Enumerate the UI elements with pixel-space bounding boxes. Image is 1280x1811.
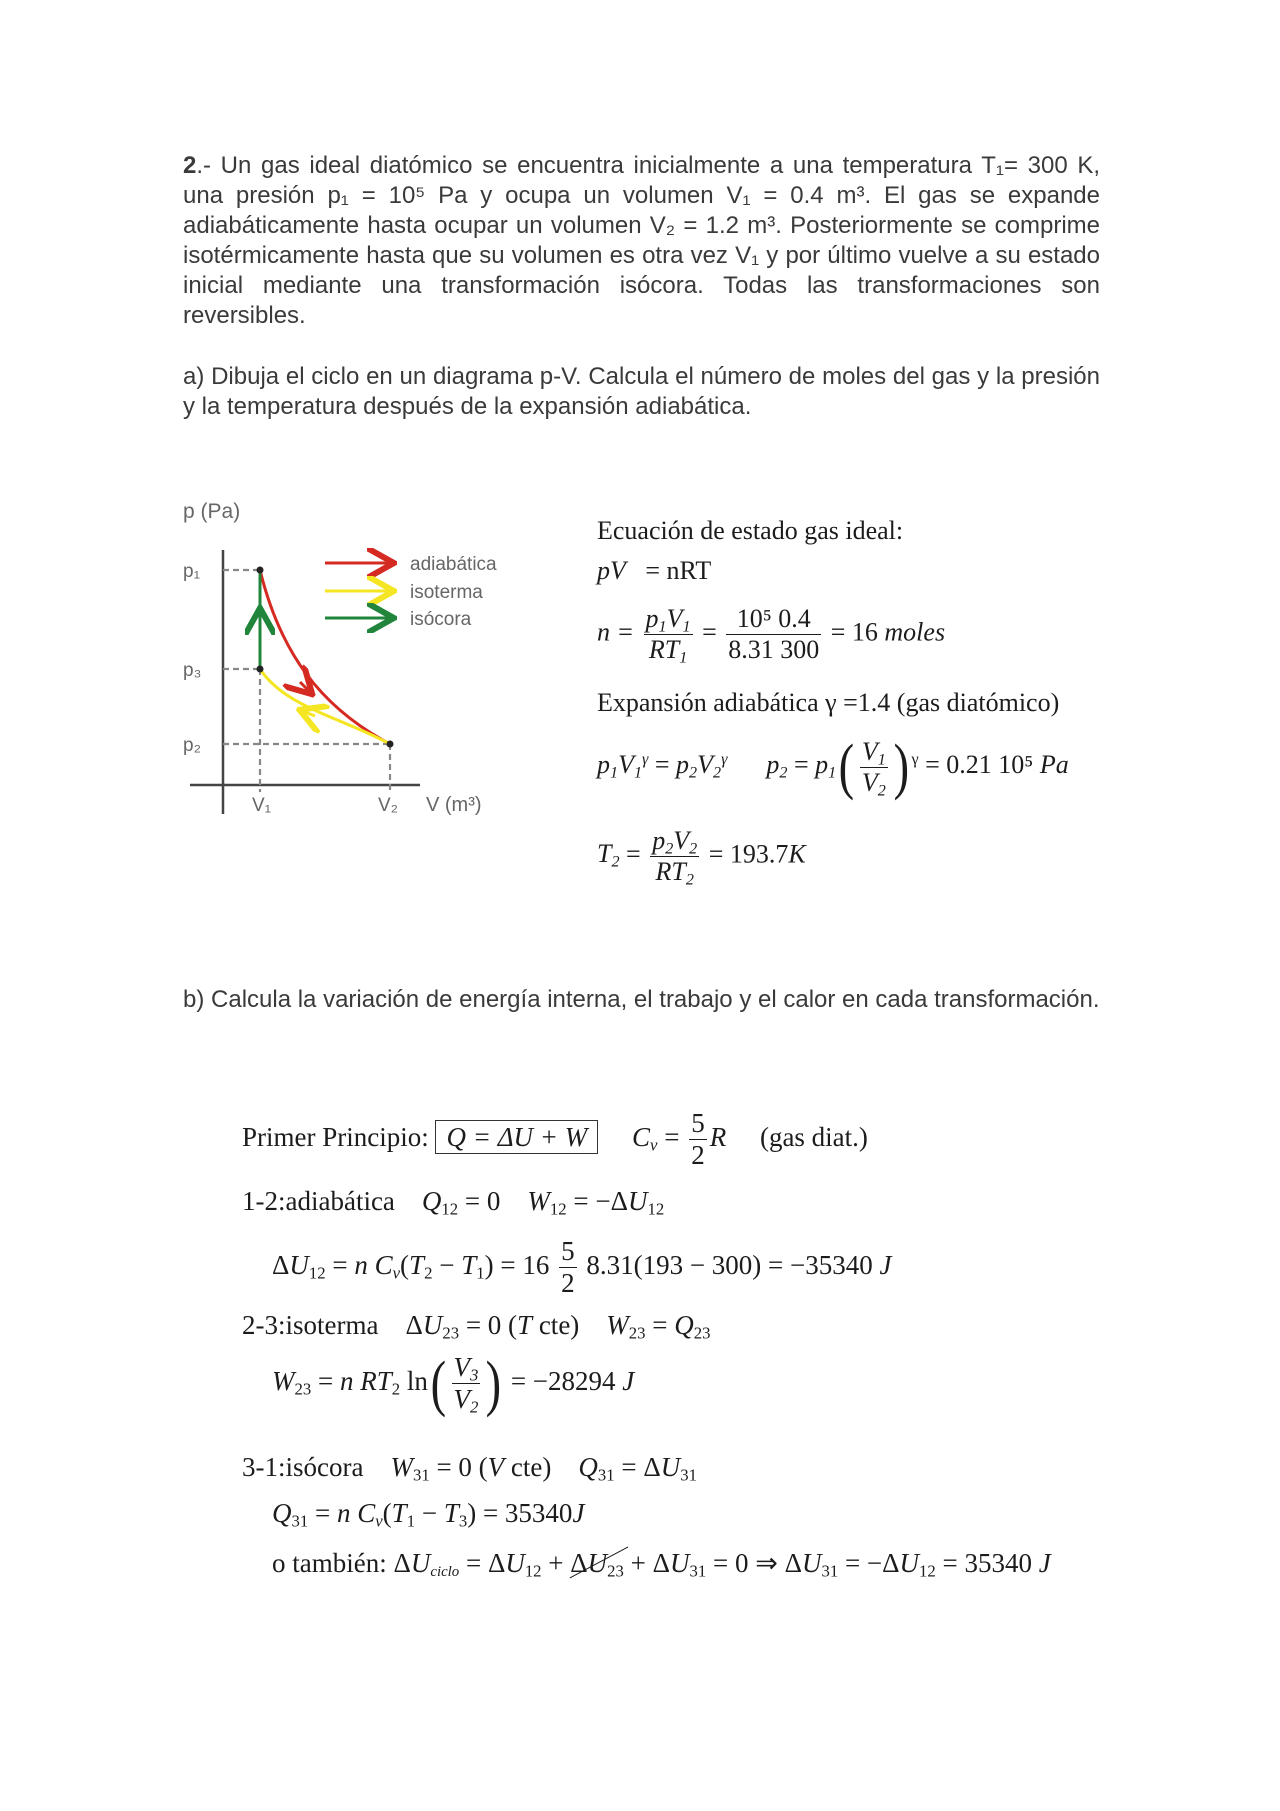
- principle-formula: Q = ΔU + W: [435, 1120, 598, 1154]
- first-principle-line: Primer Principio: Q = ΔU + W $C_v$ = $\frac{5}{2}$ R (gas diat.): [242, 1108, 868, 1171]
- n-numerator: 10⁵ 0.4: [726, 604, 821, 635]
- step-31-label: 3-1:isócora: [242, 1452, 364, 1482]
- problem-text: .- Un gas ideal diatómico se encuentra inicialmente a una temperatura T₁= 300 K, una presión p₁ = 10⁵ Pa y ocupa un volumen V₁ = 0.4 m³. El gas se expande adiabáticamente hasta ocupar un volumen V₂ = 1.2 m³. Posteriormente se comprime isotérmicamente hasta que su volumen es otra vez V₁ y por último vuelve a su estado inicial mediante una transformación isócora. Todas las transformaciones son reversibles.: [183, 152, 1100, 329]
- state-eq-rhs: = nRT: [645, 556, 712, 585]
- n-fraction-symbolic: $\frac{p_1V_1}{RT_1}$: [645, 604, 691, 667]
- w23-result: = −28294: [510, 1365, 616, 1396]
- adiabatic-arrow: [300, 682, 308, 690]
- legend-adiabatic-label: adiabática: [410, 554, 497, 575]
- label-p3: p₃: [183, 660, 202, 681]
- q31-result: ) = 35340: [467, 1498, 573, 1528]
- w23-equation: $W_{23} = n$ $RT_2$ ln( $\frac{V_3}{V_2}$ ) = −28294 J: [272, 1349, 635, 1418]
- n-fraction-numeric: [726, 604, 821, 665]
- t2-result: = 193.7: [708, 839, 789, 869]
- w23-unit: J: [622, 1365, 635, 1396]
- n-unit: moles: [884, 617, 946, 647]
- w31-cte: cte): [504, 1452, 552, 1482]
- cv-gas-label: (gas diat.): [759, 1121, 868, 1152]
- adiabatic-heading: Expansión adiabática γ =1.4 (gas diatómico): [597, 688, 1060, 717]
- w31-text: = 0 (: [436, 1452, 488, 1482]
- state-eq-lhs: pV: [597, 556, 626, 585]
- du31-final: = 35340: [942, 1548, 1032, 1578]
- t2-equation: $T_2$ = $\frac{p_2V_2}{RT_2}$ = 193.7K: [597, 826, 806, 889]
- du23-cte: cte): [532, 1310, 580, 1340]
- x-axis-label: V (m³): [426, 794, 482, 816]
- p2-equation: $p_1V_1^\gamma = p_2V_2^\gamma$ $p_2 = p_1$( $\frac{V_1}{V_2}$ ) $^\gamma$ = 0.21 10⁵ Pa: [597, 733, 1069, 801]
- step-31-line: 3-1:isócora $W_{31} = 0$ (V cte) $Q_{31} = \Delta U_{31}$: [242, 1452, 697, 1485]
- also-label: o también:: [272, 1548, 394, 1578]
- cycle-tail: = 0 ⇒: [712, 1548, 778, 1578]
- state-2-point: [387, 741, 394, 748]
- problem-statement: [183, 151, 1100, 331]
- q31-unit: J: [572, 1498, 585, 1528]
- du23-crossed: $\Delta U_{23}$: [570, 1548, 624, 1581]
- isotherm-arrow: [305, 712, 315, 716]
- du12-equation: $\Delta U_{12} = n$ $C_v(T_2 - T_1) = 16$ $\frac{5}{2}$ 8.31(193 − 300) = −35340 J: [272, 1236, 892, 1299]
- part-a-text: a) Dibuja el ciclo en un diagrama p-V. Calcula el número de moles del gas y la presión y la temperatura después de la expansión adiabática.: [183, 363, 1100, 420]
- p2-unit: Pa: [1039, 749, 1069, 779]
- cycle-equation: o también: $\Delta U_{ciclo} = \Delta U_{12} + \Delta U_{23} + \Delta U_{31} = 0$ ⇒ $\Delta U_{31} = -\Delta U_{12} = 35340$ J: [272, 1548, 1051, 1581]
- du12-calc: = 16: [500, 1249, 550, 1280]
- part-a-question: [183, 362, 1100, 422]
- du12-unit: J: [879, 1249, 892, 1280]
- label-v2: V₂: [378, 795, 399, 816]
- du31-unit: J: [1038, 1548, 1051, 1578]
- n-result: = 16: [830, 617, 878, 647]
- step-23-line: 2-3:isoterma $\Delta U_{23} = 0$ (T cte) $W_{23} = Q_{23}$: [242, 1310, 711, 1343]
- solution-a-heading: Ecuación de estado gas ideal:: [597, 516, 904, 545]
- state-3-point: [257, 666, 264, 673]
- p2-result: = 0.21 10⁵: [925, 749, 1034, 779]
- label-p2: p₂: [183, 735, 201, 756]
- q31-equation: $Q_{31} = n$ $C_v(T_1 - T_3) = 35340J$: [272, 1498, 585, 1531]
- du23-text: = 0 (: [465, 1310, 518, 1340]
- y-axis-label: p (Pa): [183, 500, 241, 523]
- legend-isochoric-label: isócora: [410, 609, 472, 630]
- label-p1: p₁: [183, 561, 200, 582]
- legend-isotherm-label: isoterma: [410, 582, 483, 603]
- n-denominator: 8.31 300: [728, 634, 820, 664]
- part-b-text: b) Calcula la variación de energía interna, el trabajo y el calor en cada transformación.: [183, 986, 1100, 1013]
- pv-diagram: [170, 492, 530, 842]
- step-12-line: 1-2:adiabática $Q_{12} = 0$ $W_{12} = -\Delta U_{12}$: [242, 1186, 665, 1219]
- adiabatic-curve: [260, 570, 390, 744]
- step-23-label: 2-3:isoterma: [242, 1310, 379, 1340]
- step-12-label: 1-2:adiabática: [242, 1186, 395, 1216]
- moles-equation: n = $\frac{p_1V_1}{RT_1}$ = $\frac{\text{10⁵ 0.4}}{8.31 300}$ = 16 moles: [597, 604, 946, 667]
- part-b-question: [183, 985, 1100, 1015]
- du12-tail: 8.31(193 − 300) = −35340: [586, 1249, 873, 1280]
- t2-unit: K: [788, 839, 806, 869]
- n-prefix: n =: [597, 617, 635, 647]
- state-1-point: [257, 567, 264, 574]
- principle-label: Primer Principio:: [242, 1121, 429, 1152]
- label-v1: V₁: [252, 795, 272, 816]
- problem-number: 2: [183, 152, 197, 179]
- state-equation: [597, 556, 711, 586]
